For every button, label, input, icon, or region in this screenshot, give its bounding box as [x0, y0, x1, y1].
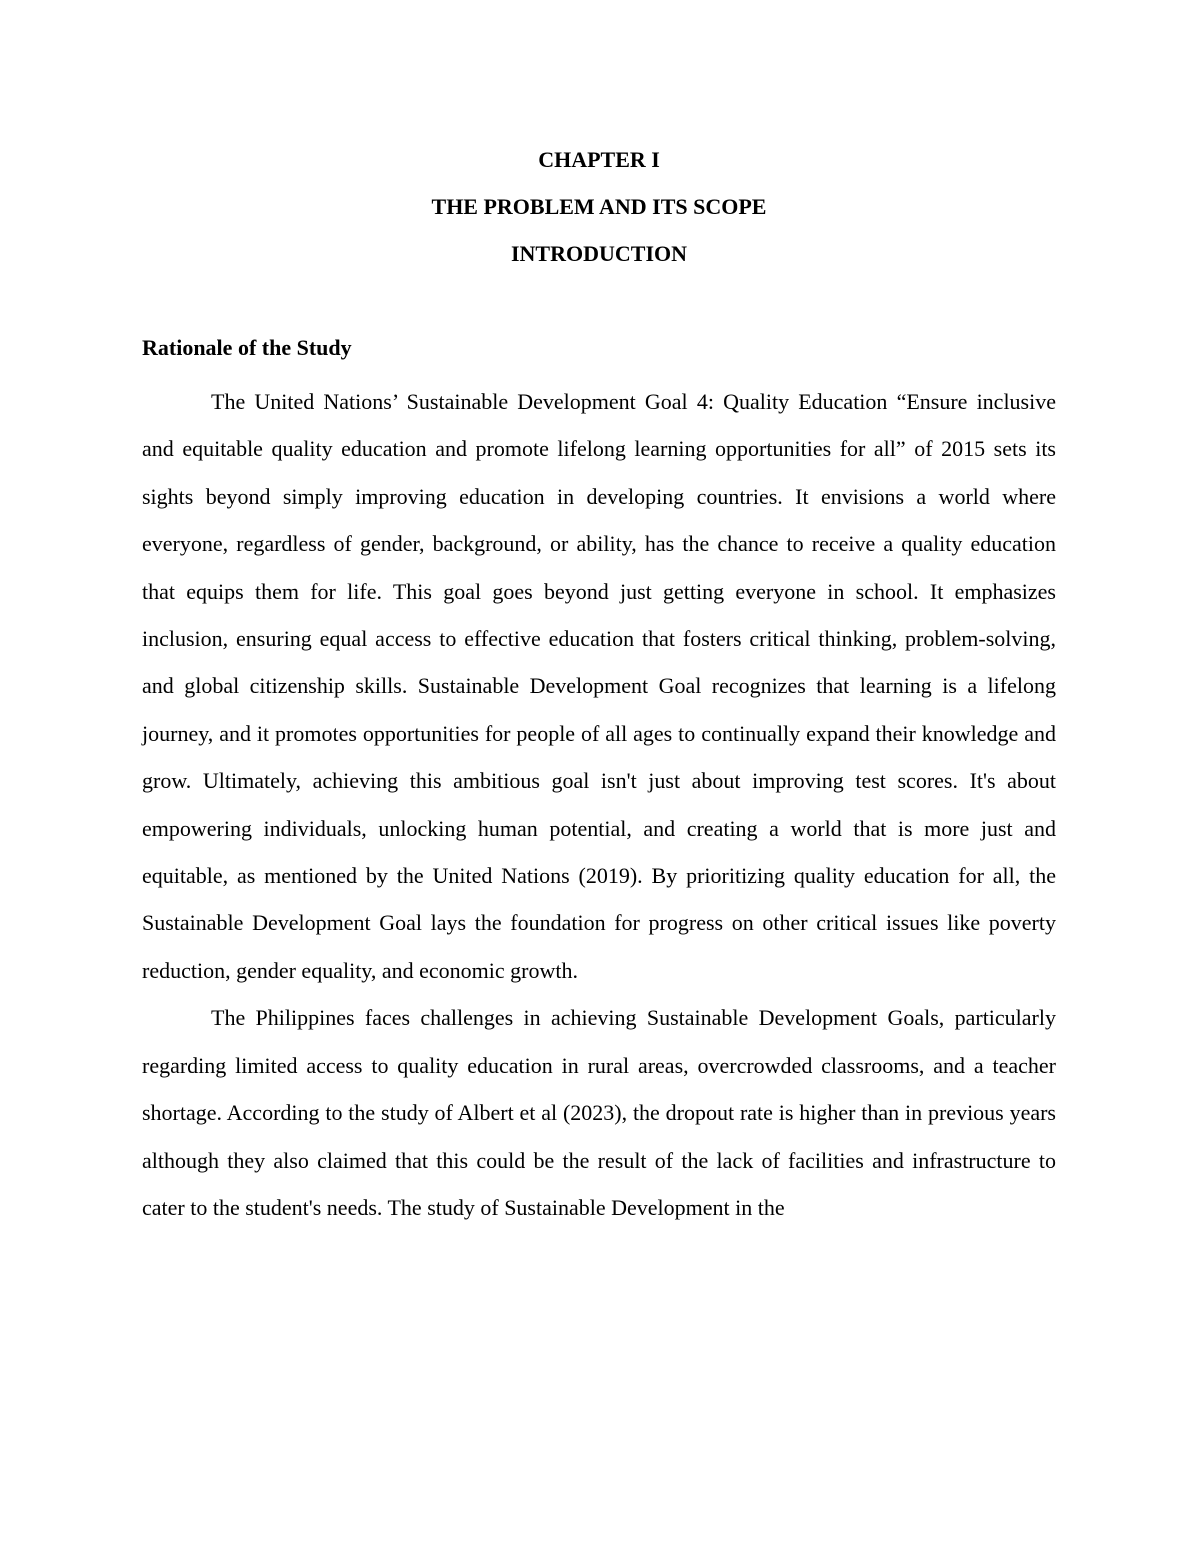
paragraph: The Philippines faces challenges in achieving Sustainable Development Goals, particularly regarding limited access to quality education in rural areas, overcrowded classrooms, and a teacher shortage. According to the study of Albert et al (2023), the dropout rate is higher than in previous years although they also claimed that this could be the result of the lack of facilities and infrastructure to cater to the student's needs. The study of Sustainable Development in the	[142, 1005, 1056, 1220]
introduction-heading: INTRODUCTION	[510, 241, 688, 266]
section-heading: Rationale of the Study	[142, 335, 352, 360]
body-text	[142, 378, 1056, 1231]
chapter-headings	[142, 140, 1056, 281]
chapter-number: CHAPTER I	[538, 147, 660, 172]
chapter-title: THE PROBLEM AND ITS SCOPE	[431, 194, 767, 219]
paragraph: The United Nations’ Sustainable Development Goal 4: Quality Education “Ensure inclusive and equitable quality education and promote lifelong learning opportunities for all” of 2015 sets its sights beyond simply improving education in developing countries. It envisions a world where everyone, regardless of gender, background, or ability, has the chance to receive a quality education that equips them for life. This goal goes beyond just getting everyone in school. It emphasizes inclusion, ensuring equal access to effective education that fosters critical thinking, problem-solving, and global citizenship skills. Sustainable Development Goal recognizes that learning is a lifelong journey, and it promotes opportunities for people of all ages to continually expand their knowledge and grow. Ultimately, achieving this ambitious goal isn't just about improving test scores. It's about empowering individuals, unlocking human potential, and creating a world that is more just and equitable, as mentioned by the United Nations (2019). By prioritizing quality education for all, the Sustainable Development Goal lays the foundation for progress on other critical issues like poverty reduction, gender equality, and economic growth.	[142, 389, 1056, 983]
